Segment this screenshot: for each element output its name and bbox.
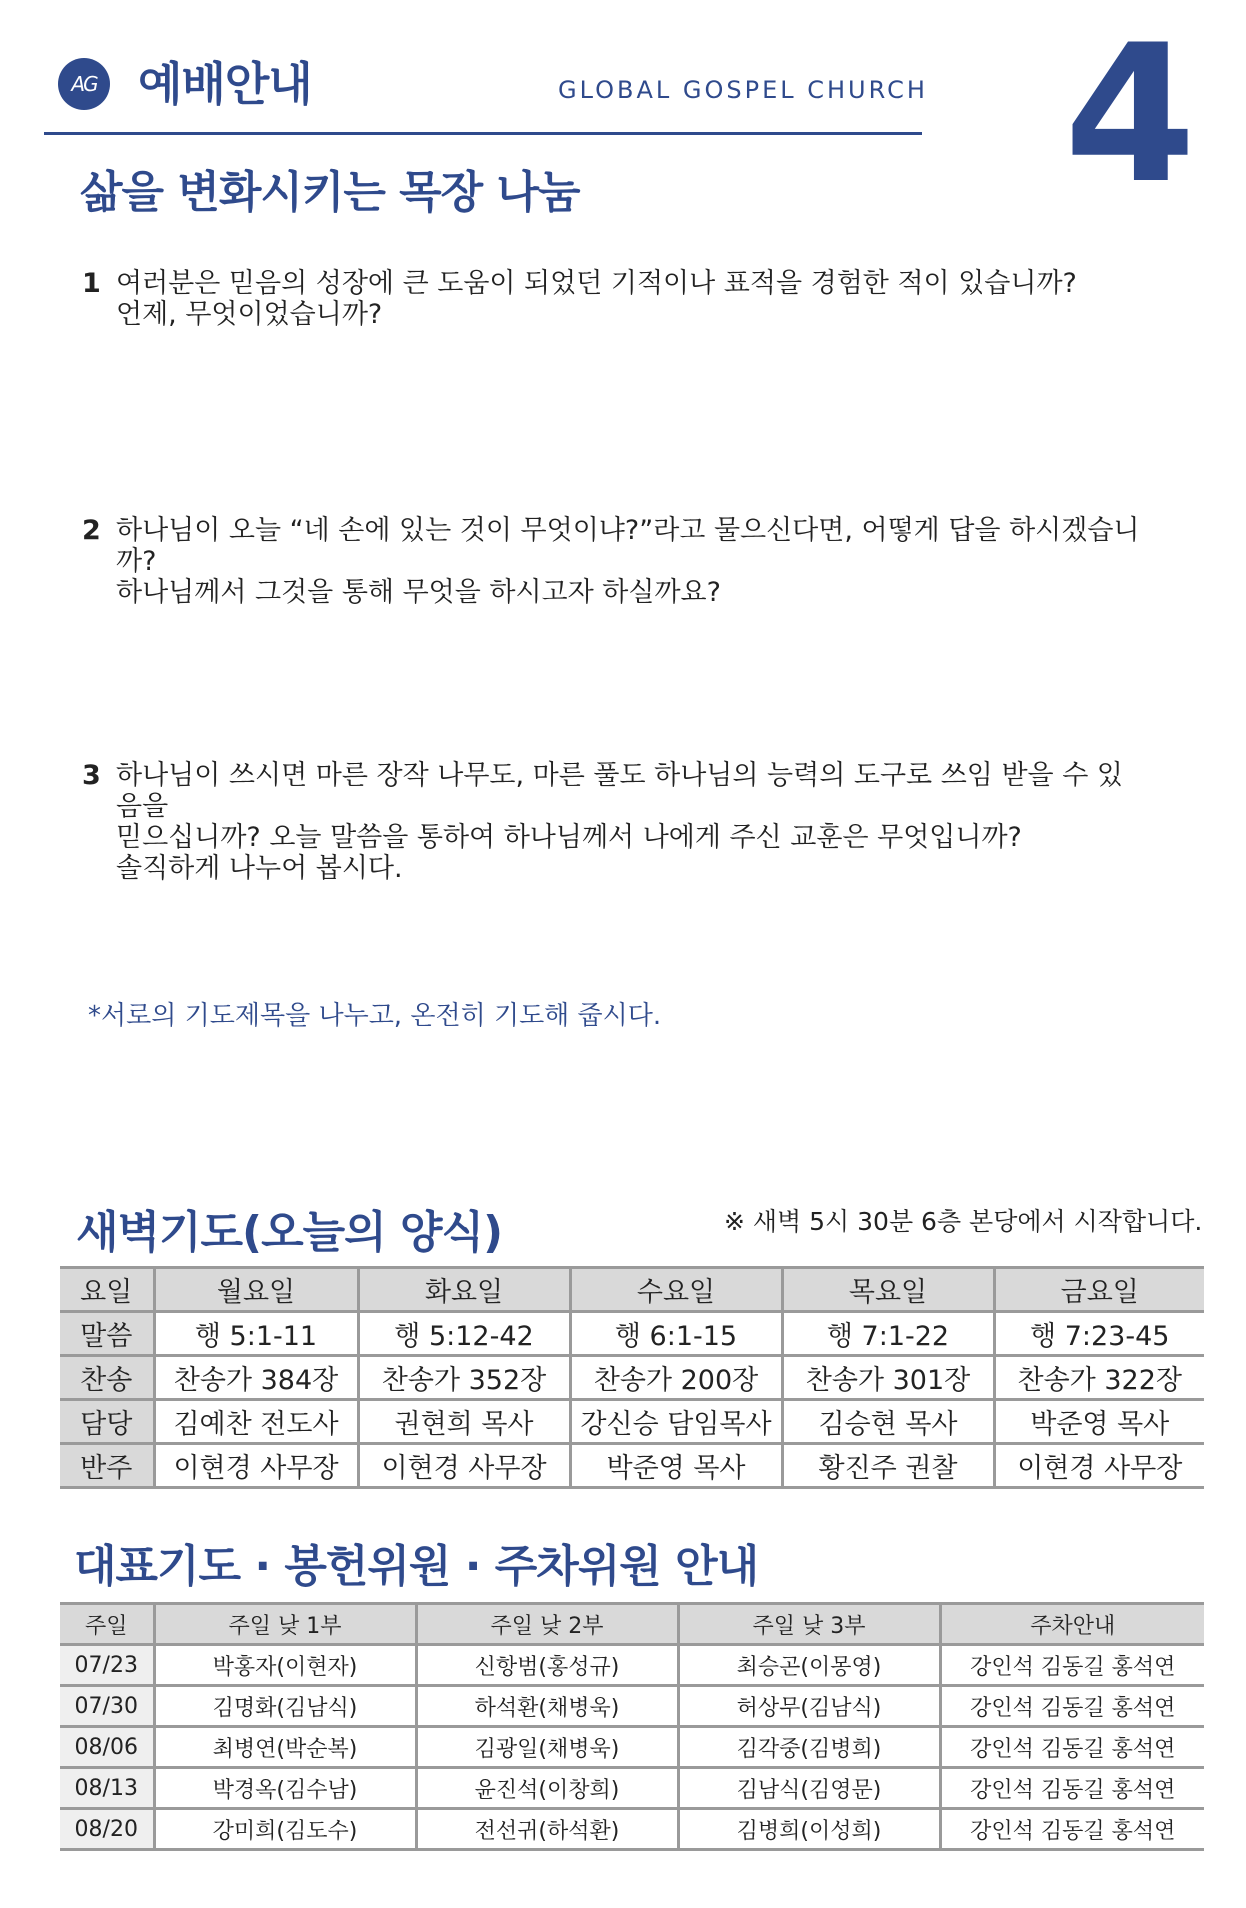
table-row <box>60 1312 1204 1356</box>
table-cell: 강인석 김동길 홍석연 <box>940 1686 1204 1727</box>
table-cell: 김병희(이성희) <box>678 1809 940 1850</box>
question-line: 언제, 무엇이었습니까? <box>116 299 383 330</box>
table-header: 주일 낮 1부 <box>154 1604 416 1645</box>
table-cell: 권현희 목사 <box>358 1400 570 1444</box>
date-cell: 08/06 <box>60 1727 154 1768</box>
table-row <box>60 1768 1204 1809</box>
table-cell: 행 5:12-42 <box>358 1312 570 1356</box>
table-cell: 행 7:1-22 <box>782 1312 994 1356</box>
question-3 <box>82 760 1142 884</box>
question-number: 3 <box>82 760 101 791</box>
prayer-note: *서로의 기도제목을 나누고, 온전히 기도해 줍시다. <box>88 1001 662 1031</box>
table-cell: 박경옥(김수남) <box>154 1768 416 1809</box>
table-cell: 황진주 권찰 <box>782 1444 994 1488</box>
logo-text: AG <box>71 72 97 96</box>
dawn-table <box>60 1266 1204 1489</box>
table-cell: 하석환(채병욱) <box>416 1686 678 1727</box>
question-number: 2 <box>82 515 101 546</box>
table-cell: 행 5:1-11 <box>154 1312 358 1356</box>
table-cell: 강인석 김동길 홍석연 <box>940 1727 1204 1768</box>
question-line: 여러분은 믿음의 성장에 큰 도움이 되었던 기적이나 표적을 경험한 적이 있습니까? <box>116 268 1077 299</box>
table-cell: 김승현 목사 <box>782 1400 994 1444</box>
table-cell: 행 6:1-15 <box>570 1312 782 1356</box>
duty-title: 대표기도 · 봉헌위원 · 주차위원 안내 <box>74 1541 759 1592</box>
sharing-title: 삶을 변화시키는 목장 나눔 <box>80 167 580 218</box>
row-label: 담당 <box>60 1400 154 1444</box>
date-cell: 07/23 <box>60 1645 154 1686</box>
table-header: 화요일 <box>358 1268 570 1312</box>
table-cell: 허상무(김남식) <box>678 1686 940 1727</box>
table-cell: 최병연(박순복) <box>154 1727 416 1768</box>
section-title: 예배안내 <box>138 57 312 111</box>
page-number: 4 <box>1064 4 1197 225</box>
duty-table <box>60 1602 1204 1851</box>
table-cell: 찬송가 200장 <box>570 1356 782 1400</box>
date-cell: 07/30 <box>60 1686 154 1727</box>
table-row <box>60 1809 1204 1850</box>
table-cell: 이현경 사무장 <box>154 1444 358 1488</box>
question-1 <box>82 268 1142 330</box>
dawn-title: 새벽기도(오늘의 양식) <box>76 1207 503 1258</box>
table-header: 요일 <box>60 1268 154 1312</box>
table-header-row <box>60 1268 1204 1312</box>
table-row <box>60 1645 1204 1686</box>
table-cell: 박홍자(이현자) <box>154 1645 416 1686</box>
table-cell: 이현경 사무장 <box>994 1444 1204 1488</box>
table-row <box>60 1400 1204 1444</box>
table-header: 수요일 <box>570 1268 782 1312</box>
question-line: 하나님께서 그것을 통해 무엇을 하시고자 하실까요? <box>116 577 721 608</box>
table-cell: 김광일(채병욱) <box>416 1727 678 1768</box>
table-cell: 강신승 담임목사 <box>570 1400 782 1444</box>
church-name: GLOBAL GOSPEL CHURCH <box>558 76 928 104</box>
table-cell: 최승곤(이몽영) <box>678 1645 940 1686</box>
table-row <box>60 1356 1204 1400</box>
date-cell: 08/13 <box>60 1768 154 1809</box>
row-label: 반주 <box>60 1444 154 1488</box>
table-cell: 박준영 목사 <box>994 1400 1204 1444</box>
question-2 <box>82 515 1142 608</box>
church-logo <box>58 58 110 110</box>
table-cell: 행 7:23-45 <box>994 1312 1204 1356</box>
table-row <box>60 1444 1204 1488</box>
question-line: 하나님이 오늘 “네 손에 있는 것이 무엇이냐?”라고 물으신다면, 어떻게 답을 하시겠습니까? <box>116 515 1140 577</box>
table-header: 금요일 <box>994 1268 1204 1312</box>
table-header: 월요일 <box>154 1268 358 1312</box>
table-cell: 찬송가 352장 <box>358 1356 570 1400</box>
question-line: 믿으십니까? 오늘 말씀을 통하여 하나님께서 나에게 주신 교훈은 무엇입니까? <box>116 822 1022 853</box>
table-header: 주일 낮 3부 <box>678 1604 940 1645</box>
table-cell: 강미희(김도수) <box>154 1809 416 1850</box>
table-header: 주일 낮 2부 <box>416 1604 678 1645</box>
table-cell: 신항범(홍성규) <box>416 1645 678 1686</box>
table-cell: 강인석 김동길 홍석연 <box>940 1645 1204 1686</box>
table-cell: 김각중(김병희) <box>678 1727 940 1768</box>
table-cell: 이현경 사무장 <box>358 1444 570 1488</box>
table-header: 주일 <box>60 1604 154 1645</box>
table-header-row <box>60 1604 1204 1645</box>
table-header: 주차안내 <box>940 1604 1204 1645</box>
table-cell: 찬송가 322장 <box>994 1356 1204 1400</box>
table-cell: 김예찬 전도사 <box>154 1400 358 1444</box>
date-cell: 08/20 <box>60 1809 154 1850</box>
table-cell: 강인석 김동길 홍석연 <box>940 1809 1204 1850</box>
table-cell: 김명화(김남식) <box>154 1686 416 1727</box>
table-cell: 김남식(김영문) <box>678 1768 940 1809</box>
row-label: 찬송 <box>60 1356 154 1400</box>
question-line: 하나님이 쓰시면 마른 장작 나무도, 마른 풀도 하나님의 능력의 도구로 쓰임 받을 수 있음을 <box>116 760 1123 822</box>
header-divider <box>44 132 922 135</box>
table-cell: 찬송가 301장 <box>782 1356 994 1400</box>
table-header: 목요일 <box>782 1268 994 1312</box>
table-row <box>60 1727 1204 1768</box>
table-cell: 윤진석(이창희) <box>416 1768 678 1809</box>
table-cell: 전선귀(하석환) <box>416 1809 678 1850</box>
table-cell: 찬송가 384장 <box>154 1356 358 1400</box>
table-row <box>60 1686 1204 1727</box>
question-number: 1 <box>82 268 101 299</box>
row-label: 말씀 <box>60 1312 154 1356</box>
question-line: 솔직하게 나누어 봅시다. <box>116 853 403 884</box>
dawn-note: ※ 새벽 5시 30분 6층 본당에서 시작합니다. <box>724 1207 1203 1236</box>
table-cell: 박준영 목사 <box>570 1444 782 1488</box>
table-cell: 강인석 김동길 홍석연 <box>940 1768 1204 1809</box>
